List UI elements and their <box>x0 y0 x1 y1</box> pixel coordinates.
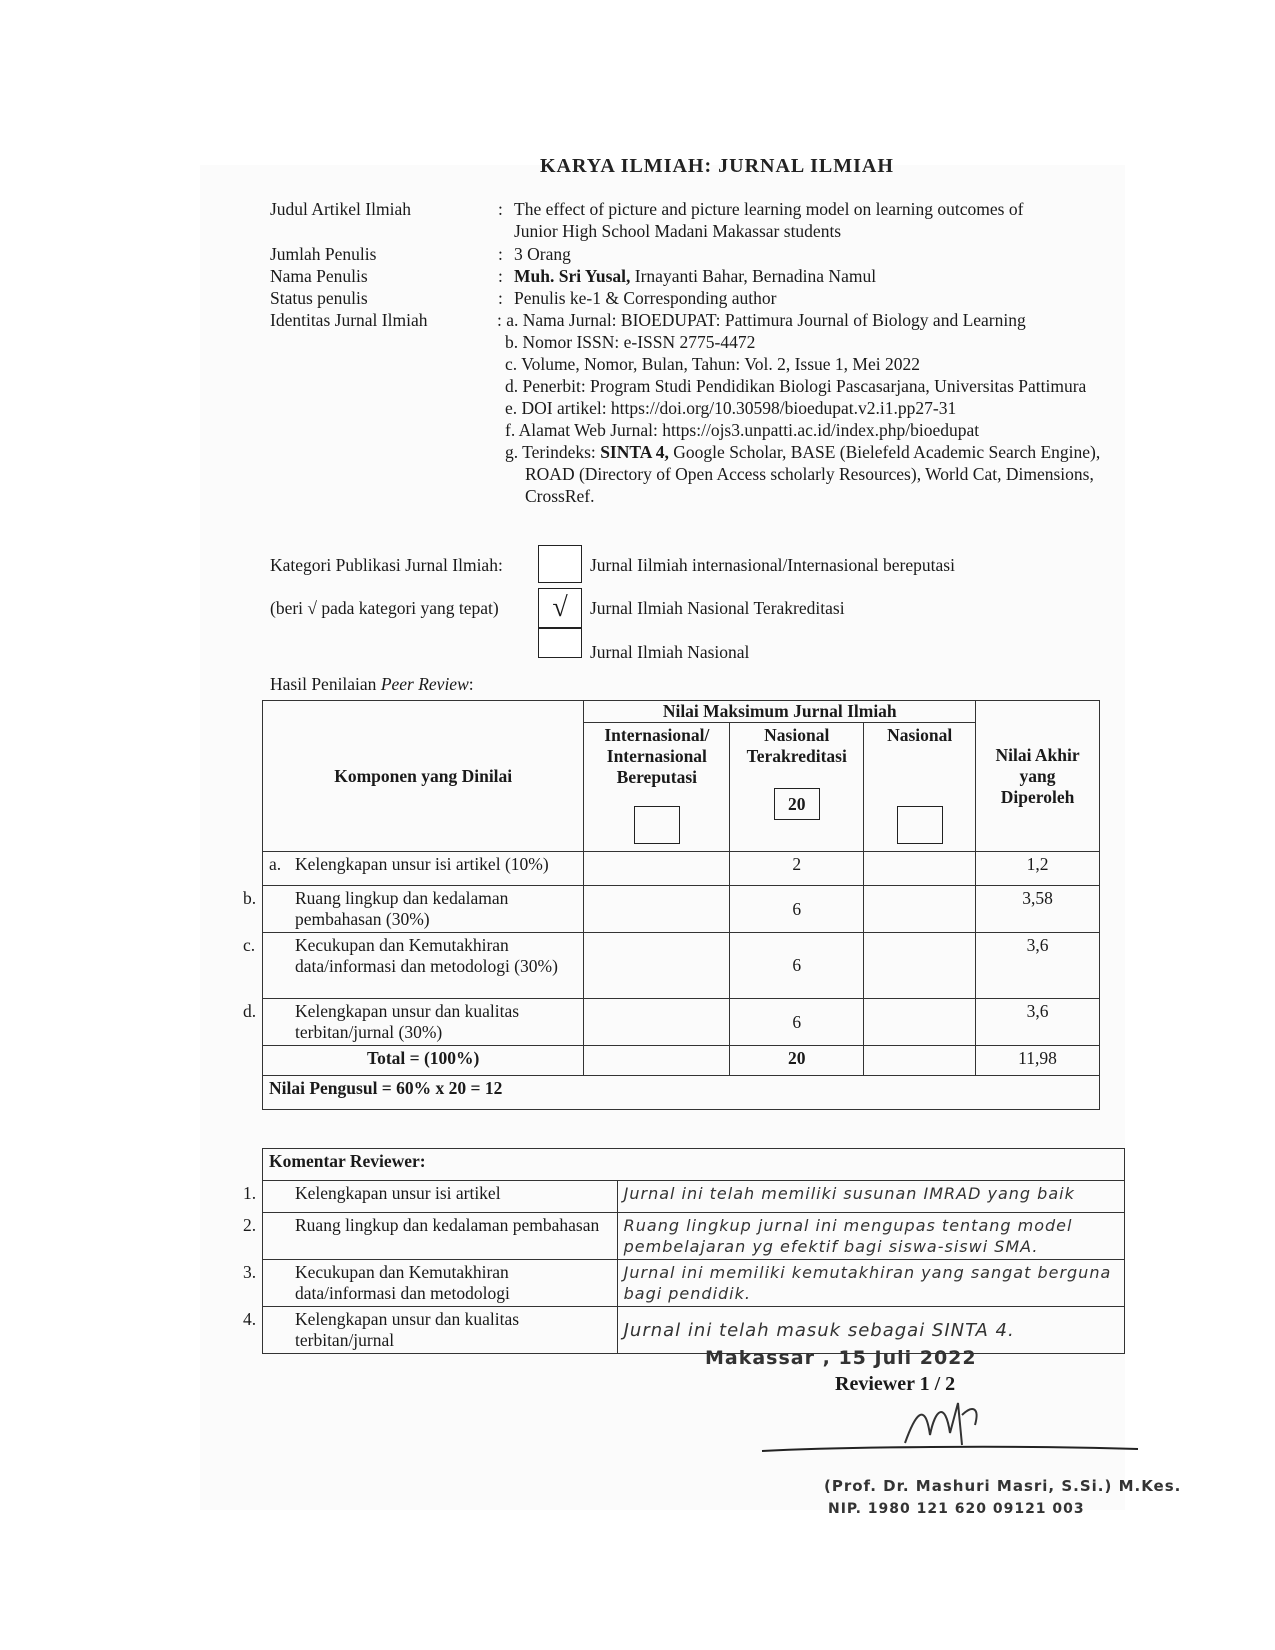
komentar-item-text: Kelengkapan unsur dan kualitas terbitan/jurnal <box>295 1309 520 1350</box>
komentar-header: Komentar Reviewer: <box>263 1149 1125 1181</box>
row-komponen: Ruang lingkup dan kedalaman pembahasan (30%) <box>295 888 509 929</box>
identitas-list <box>497 309 1117 331</box>
kategori-checkbox-nasional[interactable] <box>538 628 582 658</box>
komentar-no: 1. <box>243 1183 257 1203</box>
total-nasional <box>864 1046 976 1076</box>
row-letter: c. <box>243 935 256 955</box>
first-author: Muh. Sri Yusal, <box>514 266 631 286</box>
table-row <box>263 933 1100 999</box>
kategori-checkbox-internasional[interactable] <box>538 545 582 583</box>
cell-nilai-akhir: 3,58 <box>976 886 1100 933</box>
colon: : <box>498 266 503 286</box>
reviewer-name: (Prof. Dr. Mashuri Masri, S.Si.) M.Kes. <box>824 1477 1182 1495</box>
cell-internasional <box>584 886 730 933</box>
cell-nasional <box>864 999 976 1046</box>
cell-internasional <box>584 852 730 886</box>
hasil-label-end: : <box>468 674 474 694</box>
signature-line <box>760 1443 1140 1455</box>
komentar-handwritten: Jurnal ini telah memiliki susunan IMRAD yang baik <box>617 1181 1124 1213</box>
komponen-cell <box>243 999 584 1046</box>
komponen-header: Komponen yang Dinilai <box>263 701 584 852</box>
komponen-cell <box>243 886 584 933</box>
kategori-checkbox-nasional-terakreditasi[interactable]: √ <box>538 588 582 628</box>
box-internasional <box>634 806 680 844</box>
judul-value-line1: The effect of picture and picture learning model on learning outcomes of <box>514 199 1024 219</box>
cell-nilai-akhir: 3,6 <box>976 999 1100 1046</box>
hasil-label-text: Hasil Penilaian <box>270 674 381 694</box>
box-nasional <box>897 806 943 844</box>
nama-value <box>514 265 1124 287</box>
terindeks-sinta: SINTA 4, <box>600 442 669 462</box>
cell-nasional-terakreditasi: 6 <box>730 933 864 999</box>
identitas-item: c. Volume, Nomor, Bulan, Tahun: Vol. 2, Issue 1, Mei 2022 <box>505 354 920 374</box>
place-date: Makassar , 15 Juli 2022 <box>705 1347 977 1369</box>
cell-nilai-akhir: 3,6 <box>976 933 1100 999</box>
kategori-hint: (beri √ pada kategori yang tepat) <box>270 598 499 618</box>
cell-nilai-akhir: 1,2 <box>976 852 1100 886</box>
status-value: Penulis ke-1 & Corresponding author <box>514 288 777 308</box>
identitas-item: : a. Nama Jurnal: BIOEDUPAT: Pattimura Journal of Biology and Learning <box>497 310 1026 330</box>
identitas-item: e. DOI artikel: https://doi.org/10.30598/bioedupat.v2.i1.pp27-31 <box>505 398 957 418</box>
hasil-label-italic: Peer Review <box>380 674 469 694</box>
cell-nasional-terakreditasi: 6 <box>730 999 864 1046</box>
hasil-label <box>270 673 474 695</box>
terindeks-rest: Google Scholar, BASE (Bielefeld Academic Search Engine), ROAD (Directory of Open Access scholarly Resources), World Cat, Dimensions, CrossRef. <box>525 442 1101 506</box>
komentar-handwritten: Ruang lingkup jurnal ini mengupas tentang model pembelajaran yg efektif bagi siswa-siswi SMA. <box>617 1213 1124 1260</box>
komponen-cell <box>243 933 584 999</box>
cell-internasional <box>584 999 730 1046</box>
col-nasional-terakreditasi <box>730 723 864 852</box>
identitas-label: Identitas Jurnal Ilmiah <box>270 310 428 330</box>
judul-label: Judul Artikel Ilmiah <box>270 199 411 219</box>
nama-label: Nama Penulis <box>270 266 368 286</box>
reviewer-nip: NIP. 1980 121 620 09121 003 <box>828 1501 1085 1517</box>
kategori-option-nasional-terakreditasi: Jurnal Ilmiah Nasional Terakreditasi <box>590 598 845 618</box>
jumlah-label: Jumlah Penulis <box>270 244 377 264</box>
row-komponen: Kelengkapan unsur dan kualitas terbitan/jurnal (30%) <box>295 1001 520 1042</box>
komentar-no: 3. <box>243 1262 257 1282</box>
table-row <box>263 886 1100 933</box>
col-nasional-label: Nasional <box>887 725 953 745</box>
identitas-item: b. Nomor ISSN: e-ISSN 2775-4472 <box>505 332 756 352</box>
komentar-item-text: Ruang lingkup dan kedalaman pembahasan <box>295 1215 600 1235</box>
kategori-label: Kategori Publikasi Jurnal Ilmiah: <box>270 555 503 575</box>
cell-nasional-terakreditasi: 6 <box>730 886 864 933</box>
nilai-akhir-header: Nilai Akhir yang Diperoleh <box>976 701 1100 852</box>
cell-nasional <box>864 933 976 999</box>
komentar-item <box>243 1260 618 1307</box>
komentar-item <box>243 1213 618 1260</box>
nilai-pengusul: Nilai Pengusul = 60% x 20 = 12 <box>263 1076 1100 1110</box>
komentar-no: 4. <box>243 1309 257 1329</box>
cell-nasional <box>864 886 976 933</box>
total-label: Total = (100%) <box>263 1046 584 1076</box>
pengusul-row <box>263 1076 1100 1110</box>
identitas-item: d. Penerbit: Program Studi Pendidikan Biologi Pascasarjana, Universitas Pattimura <box>505 376 1087 396</box>
komentar-table <box>243 1148 1125 1354</box>
komentar-item-text: Kelengkapan unsur isi artikel <box>295 1183 501 1203</box>
nilai-maksimum-header: Nilai Maksimum Jurnal Ilmiah <box>584 701 976 723</box>
komentar-row <box>263 1307 1125 1354</box>
col-nasional <box>864 723 976 852</box>
cell-nasional-terakreditasi: 2 <box>730 852 864 886</box>
colon: : <box>498 199 503 219</box>
komentar-handwritten: Jurnal ini memiliki kemutakhiran yang sangat berguna bagi pendidik. <box>617 1260 1124 1307</box>
page-header-title <box>540 152 894 164</box>
komentar-row <box>263 1213 1125 1260</box>
status-label: Status penulis <box>270 288 368 308</box>
identitas-list-rest <box>505 331 1125 507</box>
judul-value-line2: Junior High School Madani Makassar students <box>514 221 842 241</box>
komentar-item <box>243 1307 618 1354</box>
komentar-row <box>263 1181 1125 1213</box>
col-internasional <box>584 723 730 852</box>
reviewer-label: Reviewer 1 / 2 <box>835 1373 956 1395</box>
peer-review-table <box>243 700 1100 1110</box>
row-letter: a. <box>269 854 282 874</box>
kategori-option-internasional: Jurnal Iilmiah internasional/Internasional bereputasi <box>590 555 955 575</box>
col-internasional-label: Internasional/ Internasional Bereputasi <box>604 725 710 787</box>
table-row <box>263 852 1100 886</box>
table-row <box>263 999 1100 1046</box>
identitas-item-terindeks <box>505 441 1125 507</box>
komentar-handwritten: Jurnal ini telah masuk sebagai SINTA 4. <box>617 1307 1124 1354</box>
identitas-item: f. Alamat Web Jurnal: https://ojs3.unpatti.ac.id/index.php/bioedupat <box>505 420 980 440</box>
jumlah-value: 3 Orang <box>514 244 571 264</box>
colon: : <box>498 288 503 308</box>
terindeks-prefix: g. Terindeks: <box>505 442 601 462</box>
total-nilai-akhir: 11,98 <box>976 1046 1100 1076</box>
kategori-option-nasional: Jurnal Ilmiah Nasional <box>590 642 750 662</box>
cell-nasional <box>864 852 976 886</box>
box-nasional-terakreditasi: 20 <box>774 788 820 820</box>
row-letter: d. <box>243 1001 257 1021</box>
total-nasional-terakreditasi: 20 <box>730 1046 864 1076</box>
col-nasional-terakreditasi-label: Nasional Terakreditasi <box>746 725 847 766</box>
co-authors: Irnayanti Bahar, Bernadina Namul <box>630 266 877 286</box>
row-letter: b. <box>243 888 257 908</box>
komentar-row <box>263 1260 1125 1307</box>
colon: : <box>498 244 503 264</box>
row-komponen: Kecukupan dan Kemutakhiran data/informasi dan metodologi (30%) <box>295 935 558 976</box>
row-komponen: Kelengkapan unsur isi artikel (10%) <box>295 854 549 874</box>
komentar-item-text: Kecukupan dan Kemutakhiran data/informasi dan metodologi <box>295 1262 510 1303</box>
cell-internasional <box>584 933 730 999</box>
komentar-no: 2. <box>243 1215 257 1235</box>
total-internasional <box>584 1046 730 1076</box>
total-row <box>263 1046 1100 1076</box>
komponen-cell <box>263 852 584 886</box>
komentar-item <box>243 1181 618 1213</box>
